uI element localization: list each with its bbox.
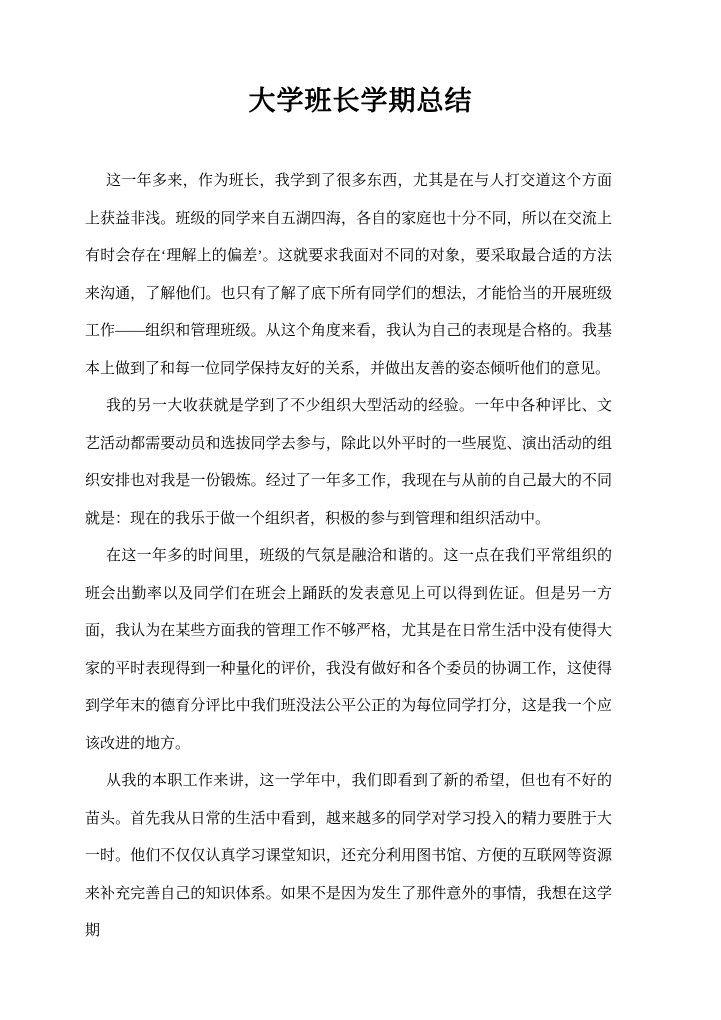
document-title: 大学班长学期总结 (248, 86, 473, 116)
document-paragraph-2: 我的另一大收获就是学到了不少组织大型活动的经验。一年中各种评比、文艺活动都需要动员和选拔同学去参与，除此以外平时的一些展览、演出活动的组织安排也对我是一份锻炼。经过了一年多工作，我现在与从前的自己最大的不同就是：现在的我乐于做一个组织者，积极的参与到管理和组织活动中。 (85, 398, 612, 527)
document-body (85, 163, 612, 951)
document-paragraph-3: 在这一年多的时间里，班级的气氛是融洽和谐的。这一点在我们平常组织的班会出勤率以及同学们在班会上踊跃的发表意见上可以得到佐证。但是另一方面，我认为在某些方面我的管理工作不够严格，尤其是在日常生活中没有使得大家的平时表现得到一种量化的评价，我没有做好和各个委员的协调工作，这使得到学年末的德育分评比中我们班没法公平公正的为每位同学打分，这是我一个应该改进的地方。 (85, 548, 612, 752)
document-paragraph-4: 从我的本职工作来讲，这一学年中，我们即看到了新的希望，但也有不好的苗头。首先我从日常的生活中看到，越来越多的同学对学习投入的精力要胜于大一时。他们不仅仅认真学习课堂知识，还充分利用图书馆、方便的互联网等资源来补充完善自己的知识体系。如果不是因为发生了那件意外的事情，我想在这学期 (85, 773, 612, 939)
document-paragraph-1: 这一年多来，作为班长，我学到了很多东西，尤其是在与人打交道这个方面上获益非浅。班级的同学来自五湖四海，各自的家庭也十分不同，所以在交流上有时会存在‘理解上的偏差’。这就要求我面对不同的对象，要采取最合适的方法来沟通，了解他们。也只有了解了底下所有同学们的想法，才能恰当的开展班级工作——组织和管理班级。从这个角度来看，我认为自己的表现是合格的。我基本上做到了和每一位同学保持友好的关系，并做出友善的姿态倾听他们的意见。 (85, 173, 612, 377)
